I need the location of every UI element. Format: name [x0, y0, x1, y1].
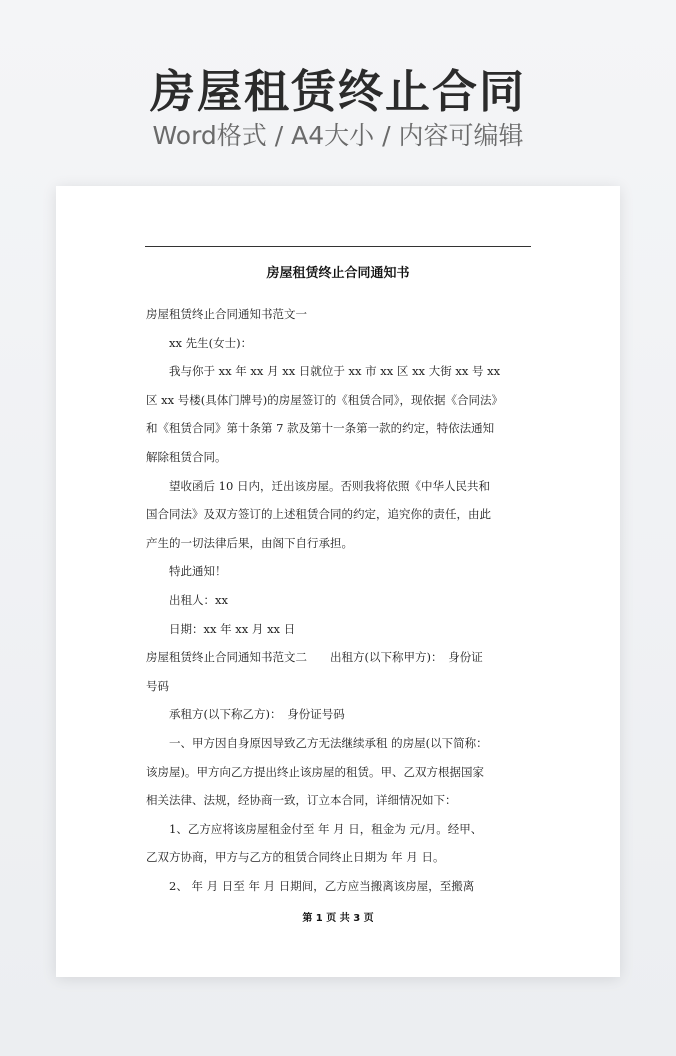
banner-title: 房屋租赁终止合同: [149, 65, 526, 118]
document-title: 房屋租赁终止合同通知书: [266, 266, 410, 281]
page-footer: 第 1 页 共 3 页: [302, 913, 374, 924]
body-line: 出租人：xx: [146, 592, 228, 607]
banner-subtitle: Word格式 / A4大小 / 内容可编辑: [152, 121, 524, 150]
body-line: 乙双方协商，甲方与乙方的租赁合同终止日期为 年 月 日。: [146, 850, 445, 865]
document-body: [146, 300, 532, 900]
body-line: 产生的一切法律后果，由阁下自行承担。: [146, 535, 353, 550]
body-line: 承租方(以下称乙方)： 身份证号码: [146, 707, 345, 722]
body-line: 和《租赁合同》第十条第 7 款及第十一条第一款的约定，特依法通知: [146, 421, 495, 436]
body-line: 该房屋)。甲方向乙方提出终止该房屋的租赁。甲、乙双方根据国家: [146, 764, 484, 779]
body-line: 2、 年 月 日至 年 月 日期间，乙方应当搬离该房屋，至搬离: [146, 878, 475, 893]
body-line: 区 xx 号楼(具体门牌号)的房屋签订的《租赁合同》，现依据《合同法》: [146, 392, 504, 407]
body-line: 国合同法》及双方签订的上述租赁合同的约定，追究你的责任，由此: [146, 507, 491, 522]
header-rule: [145, 246, 531, 247]
body-line: 特此通知！: [146, 564, 227, 579]
body-line: 望收函后 10 日内，迁出该房屋。否则我将依照《中华人民共和: [146, 478, 490, 493]
body-line: 解除租赁合同。: [146, 449, 227, 464]
document-page: [56, 186, 620, 977]
body-line: 一、甲方因自身原因导致乙方无法继续承租 的房屋(以下简称：: [146, 735, 488, 750]
body-line: 我与你于 xx 年 xx 月 xx 日就位于 xx 市 xx 区 xx 大街 xx 号 xx: [146, 364, 501, 379]
body-line: 1、乙方应将该房屋租金付至 年 月 日，租金为 元/月。经甲、: [146, 821, 483, 836]
body-line: 号码: [146, 678, 169, 693]
body-line: 相关法律、法规，经协商一致，订立本合同，详细情况如下：: [146, 793, 457, 808]
body-line: 日期：xx 年 xx 月 xx 日: [146, 621, 296, 636]
body-line: 房屋租赁终止合同通知书范文二 出租方(以下称甲方)： 身份证: [146, 650, 483, 665]
body-line: 房屋租赁终止合同通知书范文一: [146, 307, 307, 321]
body-line: xx 先生(女士)：: [146, 335, 253, 350]
